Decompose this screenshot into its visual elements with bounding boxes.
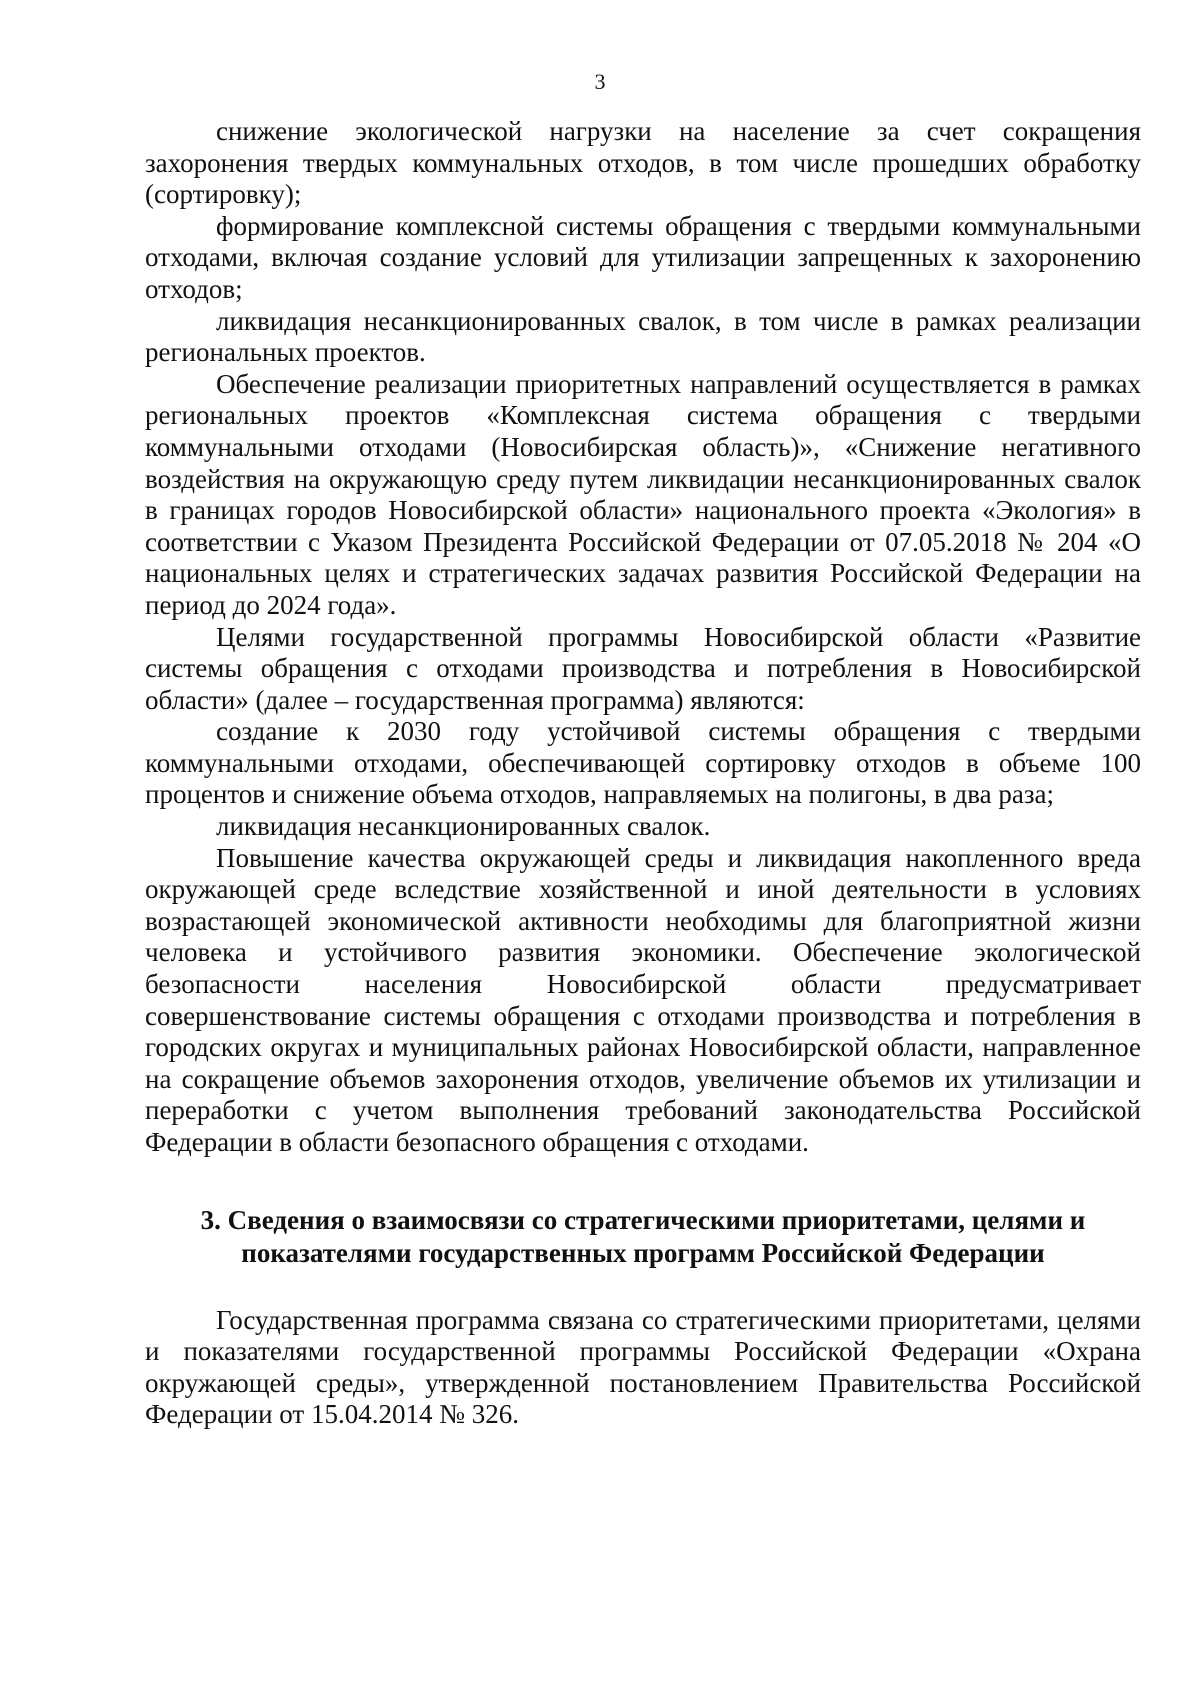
paragraph: Обеспечение реализации приоритетных направлений осуществляется в рамках региональных проектов «Комплексная система обращения с твердыми коммунальными отходами (Новосибирская область)», «Снижение негативного воздействия на окружающую среду путем ликвидации несанкционированных свалок в границах городов Новосибирской области» национального проекта «Экология» в соответствии с Указом Президента Российской Федерации от 07.05.2018 № 204 «О национальных целях и стратегических задачах развития Российской Федерации на период до 2024 года».	[145, 368, 1141, 620]
section-heading	[145, 1204, 1141, 1270]
paragraph: ликвидация несанкционированных свалок, в том числе в рамках реализации региональных проектов.	[145, 305, 1141, 368]
paragraph: формирование комплексной системы обращения с твердыми коммунальными отходами, включая создание условий для утилизации запрещенных к захоронению отходов;	[145, 210, 1141, 304]
page-number: 3	[594, 69, 606, 94]
document-body	[145, 116, 1141, 1431]
section-heading-line: показателями государственных программ Российской Федерации	[241, 1237, 1045, 1268]
paragraph: создание к 2030 году устойчивой системы обращения с твердыми коммунальными отходами, обеспечивающей сортировку отходов в объеме 100 процентов и снижение объема отходов, направляемых на полигоны, в два раза;	[145, 716, 1141, 810]
paragraph: Целями государственной программы Новосибирской области «Развитие системы обращения с отходами производства и потребления в Новосибирской области» (далее – государственная программа) являются:	[145, 621, 1141, 715]
paragraph: Повышение качества окружающей среды и ликвидация накопленного вреда окружающей среде вследствие хозяйственной и иной деятельности в условиях возрастающей экономической активности необходимы для благоприятной жизни человека и устойчивого развития экономики. Обеспечение экологической безопасности населения Новосибирской области предусматривает совершенствование системы обращения с отходами производства и потребления в городских округах и муниципальных районах Новосибирской области, направленное на сокращение объемов захоронения отходов, увеличение объемов их утилизации и переработки с учетом выполнения требований законодательства Российской Федерации в области безопасного обращения с отходами.	[145, 842, 1141, 1157]
paragraph: снижение экологической нагрузки на население за счет сокращения захоронения твердых коммунальных отходов, в том числе прошедших обработку (сортировку);	[145, 116, 1141, 210]
paragraph: ликвидация несанкционированных свалок.	[216, 811, 711, 842]
section-heading-line: 3. Сведения о взаимосвязи со стратегическими приоритетами, целями и	[200, 1204, 1086, 1235]
paragraph: Государственная программа связана со стратегическими приоритетами, целями и показателями государственной программы Российской Федерации «Охрана окружающей среды», утвержденной постановлением Правительства Российской Федерации от 15.04.2014 № 326.	[145, 1304, 1141, 1430]
